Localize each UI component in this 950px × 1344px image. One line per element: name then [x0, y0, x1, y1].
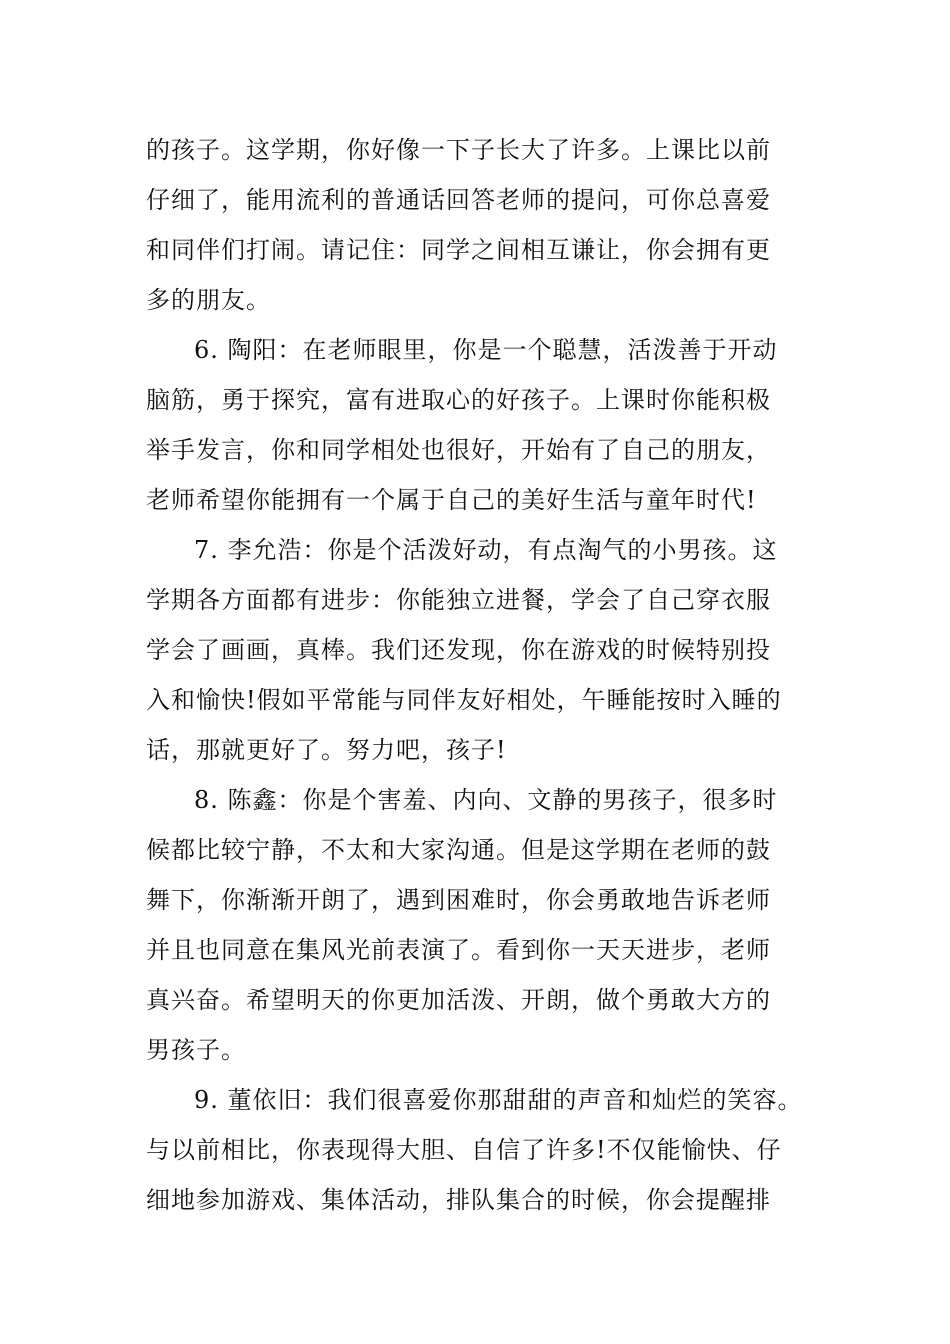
- text-line: 话，那就更好了。努力吧，孩子!: [146, 736, 507, 764]
- paragraph-start-line: 7. 李允浩：你是个活泼好动，有点淘气的小男孩。这: [194, 536, 778, 564]
- text-line: 入和愉快!假如平常能与同伴友好相处，午睡能按时入睡的: [146, 686, 782, 714]
- text-line: 真兴奋。希望明天的你更加活泼、开朗，做个勇敢大方的: [146, 986, 771, 1014]
- text-line: 和同伴们打闹。请记住：同学之间相互谦让，你会拥有更: [146, 236, 771, 264]
- text-line: 脑筋，勇于探究，富有进取心的好孩子。上课时你能积极: [146, 386, 771, 414]
- text-line: 学期各方面都有进步：你能独立进餐，学会了自己穿衣服: [146, 586, 771, 614]
- text-line: 老师希望你能拥有一个属于自己的美好生活与童年时代!: [146, 486, 757, 514]
- text-line: 与以前相比，你表现得大胆、自信了许多!不仅能愉快、仔: [146, 1136, 782, 1164]
- text-line: 男孩子。: [146, 1036, 246, 1064]
- paragraph-start-line: 9. 董依旧：我们很喜爱你那甜甜的声音和灿烂的笑容。: [194, 1086, 803, 1114]
- text-line: 多的朋友。: [146, 286, 271, 314]
- text-line: 细地参加游戏、集体活动，排队集合的时候，你会提醒排: [146, 1186, 771, 1214]
- paragraph-start-line: 8. 陈鑫：你是个害羞、内向、文静的男孩子，很多时: [194, 786, 778, 814]
- text-line: 舞下，你渐渐开朗了，遇到困难时，你会勇敢地告诉老师: [146, 886, 771, 914]
- text-line: 候都比较宁静，不太和大家沟通。但是这学期在老师的鼓: [146, 836, 771, 864]
- text-line: 并且也同意在集风光前表演了。看到你一天天进步，老师: [146, 936, 771, 964]
- text-line: 的孩子。这学期，你好像一下子长大了许多。上课比以前: [146, 136, 771, 164]
- text-line: 举手发言，你和同学相处也很好，开始有了自己的朋友，: [146, 436, 771, 464]
- paragraph-start-line: 6. 陶阳：在老师眼里，你是一个聪慧，活泼善于开动: [194, 336, 778, 364]
- text-line: 学会了画画，真棒。我们还发现，你在游戏的时候特别投: [146, 636, 771, 664]
- text-line: 仔细了，能用流利的普通话回答老师的提问，可你总喜爱: [146, 186, 771, 214]
